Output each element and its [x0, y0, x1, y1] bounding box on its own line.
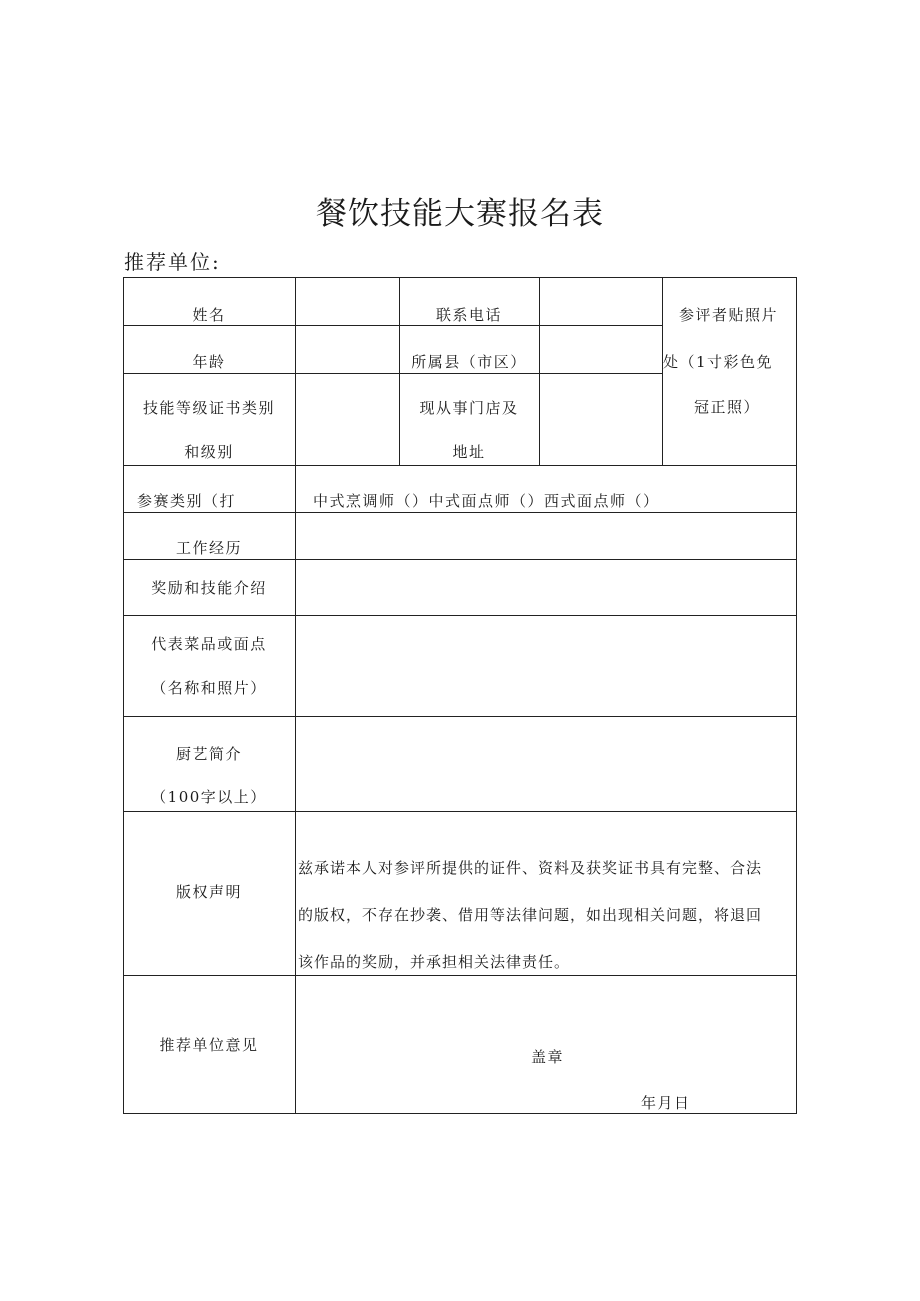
phone-label: 联系电话	[435, 306, 502, 324]
rule-row3	[123, 465, 797, 466]
registration-form	[123, 277, 797, 1114]
dish-label-line2: （名称和照片）	[151, 679, 267, 697]
opinion-label: 推荐单位意见	[159, 1036, 259, 1054]
date-label: 年月日	[641, 1094, 691, 1112]
rule-row6	[123, 615, 797, 616]
rule-row8	[123, 811, 797, 812]
border-right	[796, 277, 797, 1114]
awards-label: 奖励和技能介绍	[151, 579, 267, 597]
seal-label: 盖章	[531, 1048, 565, 1066]
cert-label-line1: 技能等级证书类别	[142, 399, 275, 417]
category-options: 中式烹调师（）中式面点师（）西式面点师（）	[313, 492, 660, 510]
copyright-statement	[298, 845, 795, 986]
recommend-unit-label: 推荐单位:	[124, 250, 221, 274]
store-label-line2: 地址	[452, 443, 486, 461]
rule-row1	[123, 325, 662, 326]
rule-row4	[123, 512, 797, 513]
copyright-text-line2: 的版权，不存在抄袭、借用等法律问题，如出现相关问题，将退回	[298, 906, 763, 924]
rule-col3	[539, 277, 540, 465]
border-top	[123, 277, 797, 278]
intro-label-line2: （100字以上）	[151, 788, 267, 806]
photo-label-line2: 处（1寸彩色免	[663, 353, 774, 371]
work-history-label: 工作经历	[175, 539, 242, 557]
border-bottom	[123, 1113, 797, 1114]
rule-row2	[123, 373, 662, 374]
county-label: 所属县（市区）	[411, 353, 527, 371]
name-label: 姓名	[192, 306, 226, 324]
rule-row5	[123, 559, 797, 560]
photo-label-line1: 参评者贴照片	[679, 306, 779, 324]
dish-label-line1: 代表菜品或面点	[151, 635, 267, 653]
store-label-line1: 现从事门店及	[419, 399, 519, 417]
page-title: 餐饮技能大赛报名表	[316, 196, 604, 232]
photo-label-line3: 冠正照）	[694, 398, 761, 416]
age-label: 年龄	[192, 353, 226, 371]
copyright-text-line3: 该作品的奖励，并承担相关法律责任。	[298, 953, 571, 971]
intro-label-line1: 厨艺简介	[175, 745, 242, 763]
category-label: 参赛类别（打	[137, 492, 237, 510]
cert-label-line2: 和级别	[184, 443, 234, 461]
rule-row7	[123, 716, 797, 717]
copyright-label: 版权声明	[175, 883, 242, 901]
rule-col-label	[295, 277, 296, 1114]
copyright-text-line1: 兹承诺本人对参评所提供的证件、资料及获奖证书具有完整、合法	[298, 859, 763, 877]
